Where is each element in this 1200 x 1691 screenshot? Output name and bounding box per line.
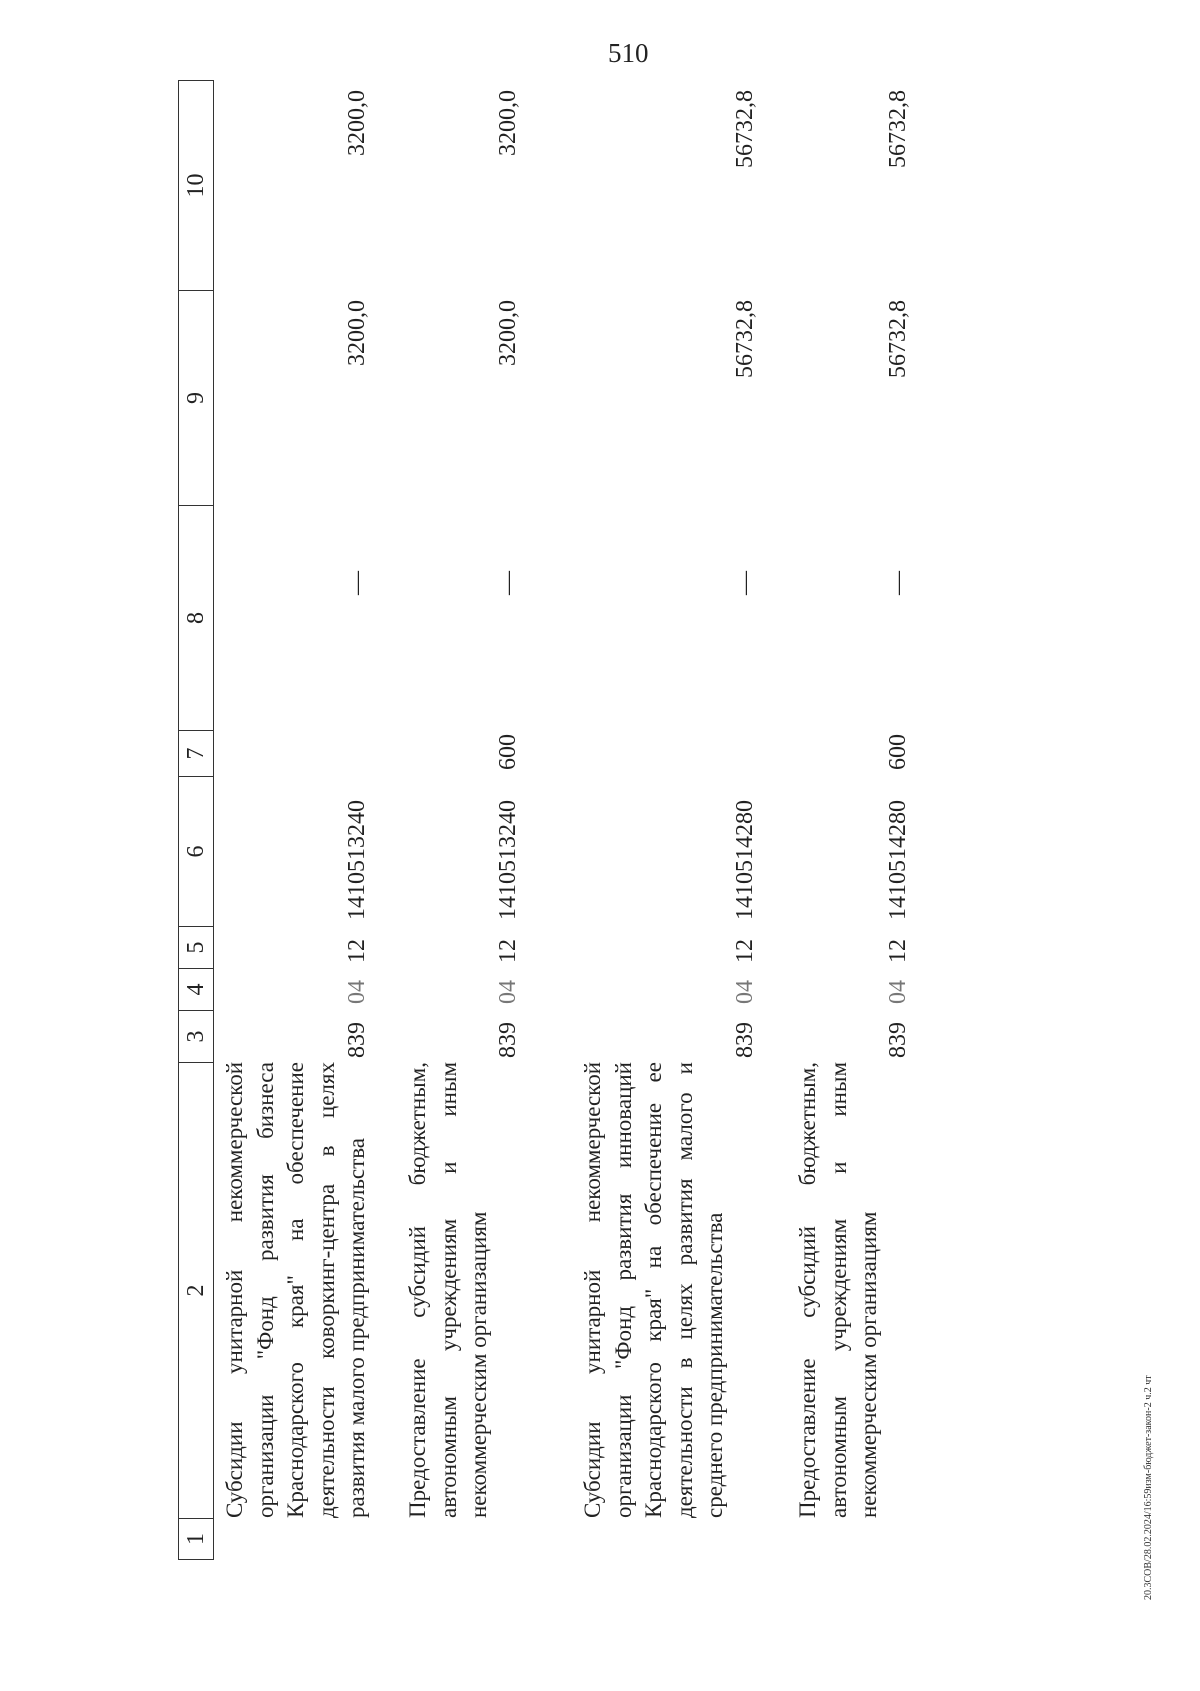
row-col10: 3200,0 [344,90,370,156]
header-col-9: 9 [178,290,214,505]
row-col9: 56732,8 [732,300,758,378]
row-col9: 3200,0 [344,300,370,366]
row-col8: — [344,571,370,595]
row-col9: 3200,0 [495,300,521,366]
row-col8: — [732,571,758,595]
header-col-1: 1 [178,1518,214,1560]
row-col6: 1410514280 [885,800,911,920]
row-col5: 12 [885,939,911,963]
row-col3: 839 [885,1022,911,1058]
header-col-10: 10 [178,80,214,290]
row-col4: 04 [732,980,758,1004]
footer-document-code: 20.3СОВ/28.02.2024/16:59изм-бюджет-закон-2 ч.2 чт [1143,1375,1154,1600]
row-col6: 1410513240 [344,800,370,920]
row-col4: 04 [344,980,370,1004]
row-col6: 1410514280 [732,800,758,920]
row-description: Предоставление субсидий бюджетным, автономным учреждениям и иным некоммерческим организациям [405,1062,491,1518]
header-col-2: 2 [178,1062,214,1518]
row-col10: 3200,0 [495,90,521,156]
row-col10: 56732,8 [732,90,758,168]
header-col-8: 8 [178,505,214,730]
row-col5: 12 [344,939,370,963]
row-description: Субсидии унитарной некоммерческой организации "Фонд развития инноваций Краснодарского края" на обеспечение ее деятельности в целях развития малого и среднего предпринимательства [580,1062,727,1518]
header-col-6: 6 [178,776,214,926]
row-col3: 839 [732,1022,758,1058]
row-col4: 04 [495,980,521,1004]
row-col5: 12 [495,939,521,963]
row-col8: — [495,571,521,595]
header-col-3: 3 [178,1010,214,1062]
row-col10: 56732,8 [885,90,911,168]
row-description: Субсидии унитарной некоммерческой организации "Фонд развития бизнеса Краснодарского края" на обеспечение деятельности коворкинг-центра в целях развития малого предпринимательства [222,1062,369,1518]
row-col4: 04 [885,980,911,1004]
header-col-5: 5 [178,926,214,968]
row-col7: 600 [495,734,521,770]
row-col3: 839 [495,1022,521,1058]
row-col8: — [885,571,911,595]
row-col5: 12 [732,939,758,963]
row-description: Предоставление субсидий бюджетным, автономным учреждениям и иным некоммерческим организациям [795,1062,881,1518]
budget-table [178,80,1058,1560]
row-col9: 56732,8 [885,300,911,378]
row-col6: 1410513240 [495,800,521,920]
row-col3: 839 [344,1022,370,1058]
header-col-7: 7 [178,730,214,776]
header-col-4: 4 [178,968,214,1010]
row-col7: 600 [885,734,911,770]
page-number: 510 [608,38,649,68]
